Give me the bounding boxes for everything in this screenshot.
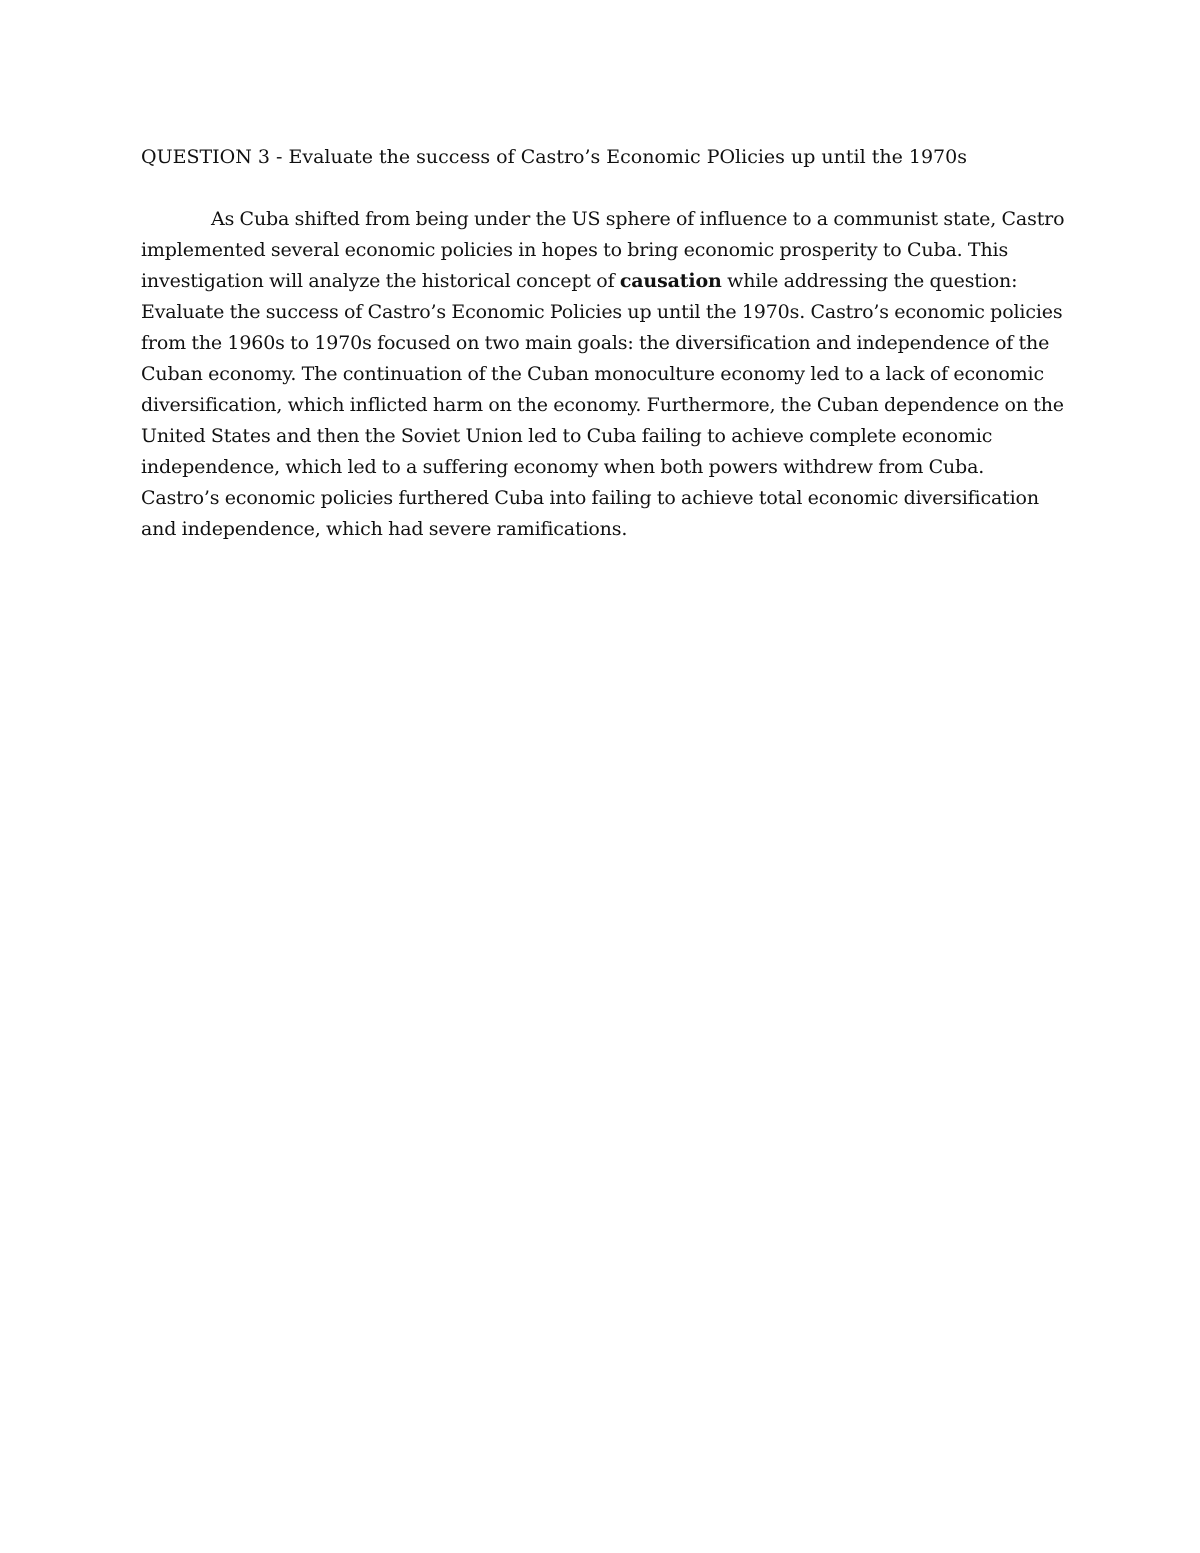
question-heading: QUESTION 3 - Evaluate the success of Castro’s Economic POlicies up until the 1970s bbox=[141, 146, 967, 168]
paragraph-text-start: As Cuba shifted from being under the US sphere of influence to a communist state, Castro implemented several economic policies in hopes to bring economic prosperity to Cuba. This investigation will analyze the historical concept of bbox=[141, 208, 1065, 292]
paragraph-text-end: while addressing the question: Evaluate the success of Castro’s Economic Policies up until the 1970s. Castro’s economic policies from the 1960s to 1970s focused on two main goals: the diversification and independence of the Cuban economy. The continuation of the Cuban monoculture economy led to a lack of economic diversification, which inflicted harm on the economy. Furthermore, the Cuban dependence on the United States and then the Soviet Union led to Cuba failing to achieve complete economic independence, which led to a suffering economy when both powers withdrew from Cuba. Castro’s economic policies furthered Cuba into failing to achieve total economic diversification and independence, which had severe ramifications. bbox=[141, 270, 1064, 540]
body-paragraph bbox=[141, 204, 1066, 545]
document-content bbox=[141, 142, 1066, 545]
bold-term: causation bbox=[619, 270, 722, 292]
